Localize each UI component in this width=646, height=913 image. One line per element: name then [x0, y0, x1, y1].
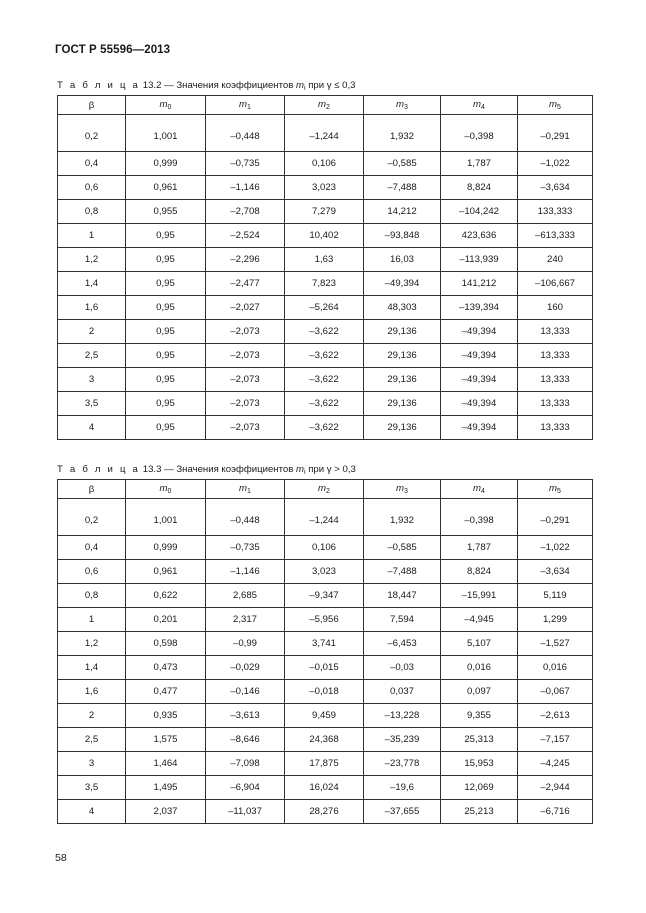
table-cell: 7,823: [285, 272, 364, 296]
table-cell: 5,119: [518, 584, 593, 608]
table-cell: –9,347: [285, 584, 364, 608]
table-cell: 29,136: [364, 344, 441, 368]
table-cell: 24,368: [285, 728, 364, 752]
table-cell: –2,524: [206, 224, 285, 248]
table-cell: –2,708: [206, 200, 285, 224]
table-cell: –93,848: [364, 224, 441, 248]
table-row: [58, 344, 593, 368]
column-header: [364, 96, 441, 115]
caption-condition: при γ > 0,3: [305, 464, 356, 475]
table-cell: –0,448: [206, 499, 285, 536]
coefficients-table: [57, 479, 593, 824]
table-cell: 1,2: [58, 632, 126, 656]
column-header: [441, 480, 518, 499]
table-cell: –3,622: [285, 416, 364, 440]
table-cell: 12,069: [441, 776, 518, 800]
table-row: [58, 248, 593, 272]
table-cell: 18,447: [364, 584, 441, 608]
table-cell: 3,741: [285, 632, 364, 656]
table-cell: 423,636: [441, 224, 518, 248]
table-cell: 160: [518, 296, 593, 320]
table-cell: –23,778: [364, 752, 441, 776]
table-cell: 13,333: [518, 344, 593, 368]
table-row: [58, 800, 593, 824]
column-header: [518, 480, 593, 499]
table-cell: –2,073: [206, 416, 285, 440]
table-row: [58, 704, 593, 728]
table-cell: –0,585: [364, 152, 441, 176]
table-cell: 0,598: [126, 632, 206, 656]
table-cell: 0,95: [126, 392, 206, 416]
table-cell: –11,037: [206, 800, 285, 824]
table-row: [58, 392, 593, 416]
table-cell: 0,95: [126, 320, 206, 344]
column-header-symbol: m: [159, 99, 168, 110]
table-cell: –1,146: [206, 176, 285, 200]
table-cell: 0,961: [126, 176, 206, 200]
table-cell: 2,317: [206, 608, 285, 632]
table-cell: –35,239: [364, 728, 441, 752]
table-cell: –0,99: [206, 632, 285, 656]
table-row: [58, 560, 593, 584]
table-cell: –0,735: [206, 536, 285, 560]
table-row: [58, 499, 593, 536]
table-cell: –6,904: [206, 776, 285, 800]
column-header-subscript: 1: [247, 488, 251, 495]
table-cell: 2: [58, 320, 126, 344]
table-row: [58, 368, 593, 392]
table-cell: 0,955: [126, 200, 206, 224]
table-cell: –3,622: [285, 368, 364, 392]
column-header-subscript: 4: [481, 104, 485, 111]
table-cell: 0,097: [441, 680, 518, 704]
table-cell: –2,613: [518, 704, 593, 728]
column-header: [206, 96, 285, 115]
table-cell: 1,787: [441, 536, 518, 560]
table-cell: –6,716: [518, 800, 593, 824]
table-row: [58, 584, 593, 608]
table-cell: –1,244: [285, 115, 364, 152]
table-cell: 1,4: [58, 656, 126, 680]
table-row: [58, 152, 593, 176]
table-cell: 0,999: [126, 536, 206, 560]
table-cell: 0,6: [58, 176, 126, 200]
column-header-symbol: β: [88, 99, 95, 111]
table-row: [58, 416, 593, 440]
table-cell: –4,245: [518, 752, 593, 776]
coefficients-table: [57, 95, 593, 440]
caption-variable-subscript: i: [303, 469, 306, 476]
table-cell: 48,303: [364, 296, 441, 320]
column-header-symbol: m: [549, 483, 558, 494]
table-cell: –49,394: [441, 320, 518, 344]
column-header-subscript: 4: [481, 488, 485, 495]
table-cell: –0,291: [518, 115, 593, 152]
table-cell: 0,201: [126, 608, 206, 632]
table-cell: –7,157: [518, 728, 593, 752]
caption-variable-subscript: i: [303, 85, 306, 92]
table-cell: 0,106: [285, 152, 364, 176]
table-cell: 29,136: [364, 392, 441, 416]
column-header: [518, 96, 593, 115]
column-header-subscript: 2: [326, 104, 330, 111]
table-row: [58, 320, 593, 344]
column-header-subscript: 3: [404, 104, 408, 111]
table-cell: 5,107: [441, 632, 518, 656]
table-cell: –0,398: [441, 115, 518, 152]
table-cell: –0,029: [206, 656, 285, 680]
column-header-subscript: 0: [167, 488, 172, 495]
table-cell: 10,402: [285, 224, 364, 248]
column-header: [364, 480, 441, 499]
table-cell: 0,473: [126, 656, 206, 680]
table-cell: –2,073: [206, 320, 285, 344]
table-cell: 3,5: [58, 392, 126, 416]
table-cell: –49,394: [441, 416, 518, 440]
column-header-symbol: m: [396, 99, 405, 110]
table-row: [58, 200, 593, 224]
table-cell: 1,932: [364, 499, 441, 536]
table-cell: 0,95: [126, 224, 206, 248]
table-cell: 0,999: [126, 152, 206, 176]
table-cell: 1,932: [364, 115, 441, 152]
table-cell: –2,027: [206, 296, 285, 320]
table-cell: –15,991: [441, 584, 518, 608]
column-header: [441, 96, 518, 115]
table-cell: –6,453: [364, 632, 441, 656]
table-cell: –3,622: [285, 392, 364, 416]
table-cell: 25,313: [441, 728, 518, 752]
table-cell: –7,488: [364, 176, 441, 200]
table-cell: –3,613: [206, 704, 285, 728]
table-cell: –8,646: [206, 728, 285, 752]
table-cell: –113,939: [441, 248, 518, 272]
caption-text: — Значения коэффициентов: [161, 80, 296, 91]
table-cell: 25,213: [441, 800, 518, 824]
table-cell: 0,4: [58, 152, 126, 176]
table-cell: 3: [58, 752, 126, 776]
table-cell: 0,2: [58, 499, 126, 536]
column-header-symbol: m: [239, 483, 248, 494]
table-cell: –5,264: [285, 296, 364, 320]
table-cell: 8,824: [441, 176, 518, 200]
table-cell: 29,136: [364, 368, 441, 392]
caption-number: 13.3: [142, 464, 162, 475]
table-cell: –613,333: [518, 224, 593, 248]
table-row: [58, 536, 593, 560]
table-cell: –4,945: [441, 608, 518, 632]
table-cell: 0,2: [58, 115, 126, 152]
table-cell: 7,279: [285, 200, 364, 224]
caption-text: — Значения коэффициентов: [161, 464, 296, 475]
table-cell: –0,735: [206, 152, 285, 176]
table-cell: –2,073: [206, 344, 285, 368]
table-cell: –1,244: [285, 499, 364, 536]
table-cell: 1,001: [126, 115, 206, 152]
table-row: [58, 776, 593, 800]
table-cell: 133,333: [518, 200, 593, 224]
column-header: [58, 96, 126, 115]
table-cell: –3,634: [518, 560, 593, 584]
table-cell: –0,018: [285, 680, 364, 704]
table-cell: 7,594: [364, 608, 441, 632]
table-row: [58, 656, 593, 680]
table-row: [58, 728, 593, 752]
column-header-symbol: m: [318, 99, 327, 110]
column-header-symbol: m: [473, 99, 482, 110]
table-cell: –139,394: [441, 296, 518, 320]
table-cell: 15,953: [441, 752, 518, 776]
column-header-symbol: m: [473, 483, 482, 494]
column-header-symbol: m: [159, 483, 168, 494]
table-cell: 0,622: [126, 584, 206, 608]
caption-label: Т а б л и ц а: [57, 464, 141, 475]
table-cell: 8,824: [441, 560, 518, 584]
table-cell: 1,63: [285, 248, 364, 272]
table-cell: –7,098: [206, 752, 285, 776]
table-cell: 2,5: [58, 728, 126, 752]
table-cell: 1,299: [518, 608, 593, 632]
column-header: [126, 96, 206, 115]
table-cell: 0,95: [126, 296, 206, 320]
table-cell: 13,333: [518, 392, 593, 416]
table-cell: –49,394: [441, 344, 518, 368]
table-cell: –0,448: [206, 115, 285, 152]
column-header: [285, 96, 364, 115]
table-cell: 141,212: [441, 272, 518, 296]
table-cell: 29,136: [364, 416, 441, 440]
table-cell: 3,023: [285, 176, 364, 200]
table-cell: 16,024: [285, 776, 364, 800]
table-row: [58, 176, 593, 200]
table-cell: 2: [58, 704, 126, 728]
table-cell: 0,8: [58, 584, 126, 608]
caption-label: Т а б л и ц а: [57, 80, 141, 91]
column-header: [285, 480, 364, 499]
table-cell: 2,5: [58, 344, 126, 368]
table-cell: 0,95: [126, 248, 206, 272]
table-cell: –0,015: [285, 656, 364, 680]
table-cell: 28,276: [285, 800, 364, 824]
caption-variable: m: [295, 80, 304, 91]
table-cell: 0,477: [126, 680, 206, 704]
table-cell: 0,037: [364, 680, 441, 704]
table-cell: 1,495: [126, 776, 206, 800]
table-cell: –19,6: [364, 776, 441, 800]
table-cell: –37,655: [364, 800, 441, 824]
table-cell: –1,146: [206, 560, 285, 584]
table-cell: 0,016: [518, 656, 593, 680]
table-cell: 0,95: [126, 416, 206, 440]
table-cell: –104,242: [441, 200, 518, 224]
table-row: [58, 296, 593, 320]
table-cell: 0,95: [126, 272, 206, 296]
table-cell: –0,067: [518, 680, 593, 704]
table-row: [58, 272, 593, 296]
table-cell: –3,622: [285, 344, 364, 368]
column-header-subscript: 5: [557, 488, 561, 495]
document-header: ГОСТ Р 55596—2013: [55, 44, 171, 56]
table-cell: –3,622: [285, 320, 364, 344]
table-cell: –106,667: [518, 272, 593, 296]
table-cell: 1: [58, 608, 126, 632]
caption-condition: при γ ≤ 0,3: [305, 80, 356, 91]
table-cell: –49,394: [441, 368, 518, 392]
table-cell: –5,956: [285, 608, 364, 632]
table-caption: [57, 80, 356, 92]
table-cell: 1,4: [58, 272, 126, 296]
column-header-subscript: 0: [167, 104, 172, 111]
table-cell: –0,585: [364, 536, 441, 560]
table-cell: 1: [58, 224, 126, 248]
table-cell: 0,8: [58, 200, 126, 224]
table-cell: 4: [58, 416, 126, 440]
column-header-subscript: 3: [404, 488, 408, 495]
table-cell: 1,6: [58, 680, 126, 704]
column-header: [126, 480, 206, 499]
table-cell: –2,296: [206, 248, 285, 272]
page-number: 58: [55, 852, 67, 864]
table-cell: 13,333: [518, 368, 593, 392]
table-cell: 3,5: [58, 776, 126, 800]
table-cell: –7,488: [364, 560, 441, 584]
column-header-symbol: β: [88, 483, 95, 495]
table-cell: –2,073: [206, 368, 285, 392]
table-row: [58, 752, 593, 776]
table-cell: 13,333: [518, 320, 593, 344]
table-cell: 1,6: [58, 296, 126, 320]
table-cell: 0,961: [126, 560, 206, 584]
table-header-row: [58, 480, 593, 499]
table-cell: –0,146: [206, 680, 285, 704]
table-cell: –2,944: [518, 776, 593, 800]
column-header: [206, 480, 285, 499]
table-cell: 0,95: [126, 368, 206, 392]
table-cell: 0,935: [126, 704, 206, 728]
table-cell: 1,001: [126, 499, 206, 536]
table-caption: [57, 464, 356, 476]
column-header-subscript: 1: [247, 104, 251, 111]
table-cell: 0,4: [58, 536, 126, 560]
table-cell: 0,106: [285, 536, 364, 560]
column-header: [58, 480, 126, 499]
table-cell: 1,464: [126, 752, 206, 776]
table-cell: –1,527: [518, 632, 593, 656]
table-cell: 4: [58, 800, 126, 824]
table-cell: 240: [518, 248, 593, 272]
table-cell: –49,394: [364, 272, 441, 296]
table-cell: 0,6: [58, 560, 126, 584]
table-cell: 0,016: [441, 656, 518, 680]
table-row: [58, 115, 593, 152]
table-cell: –13,228: [364, 704, 441, 728]
table-cell: –1,022: [518, 536, 593, 560]
column-header-symbol: m: [318, 483, 327, 494]
table-row: [58, 680, 593, 704]
table-cell: 3,023: [285, 560, 364, 584]
table-cell: 29,136: [364, 320, 441, 344]
caption-variable: m: [295, 464, 304, 475]
table-cell: –3,634: [518, 176, 593, 200]
table-cell: 16,03: [364, 248, 441, 272]
table-cell: –1,022: [518, 152, 593, 176]
table-cell: 1,787: [441, 152, 518, 176]
table-cell: 3: [58, 368, 126, 392]
column-header-subscript: 2: [326, 488, 330, 495]
table-cell: 9,459: [285, 704, 364, 728]
table-cell: –0,398: [441, 499, 518, 536]
table-cell: –0,291: [518, 499, 593, 536]
table-cell: 2,685: [206, 584, 285, 608]
table-cell: 0,95: [126, 344, 206, 368]
table-header-row: [58, 96, 593, 115]
table-cell: 1,2: [58, 248, 126, 272]
table-row: [58, 632, 593, 656]
column-header-subscript: 5: [557, 104, 561, 111]
table-row: [58, 224, 593, 248]
caption-number: 13.2: [142, 80, 162, 91]
table-cell: 17,875: [285, 752, 364, 776]
table-cell: –2,477: [206, 272, 285, 296]
table-row: [58, 608, 593, 632]
column-header-symbol: m: [549, 99, 558, 110]
column-header-symbol: m: [239, 99, 248, 110]
table-cell: 9,355: [441, 704, 518, 728]
table-cell: –2,073: [206, 392, 285, 416]
column-header-symbol: m: [396, 483, 405, 494]
table-cell: 2,037: [126, 800, 206, 824]
table-cell: –0,03: [364, 656, 441, 680]
table-cell: –49,394: [441, 392, 518, 416]
table-cell: 1,575: [126, 728, 206, 752]
table-cell: 14,212: [364, 200, 441, 224]
table-cell: 13,333: [518, 416, 593, 440]
